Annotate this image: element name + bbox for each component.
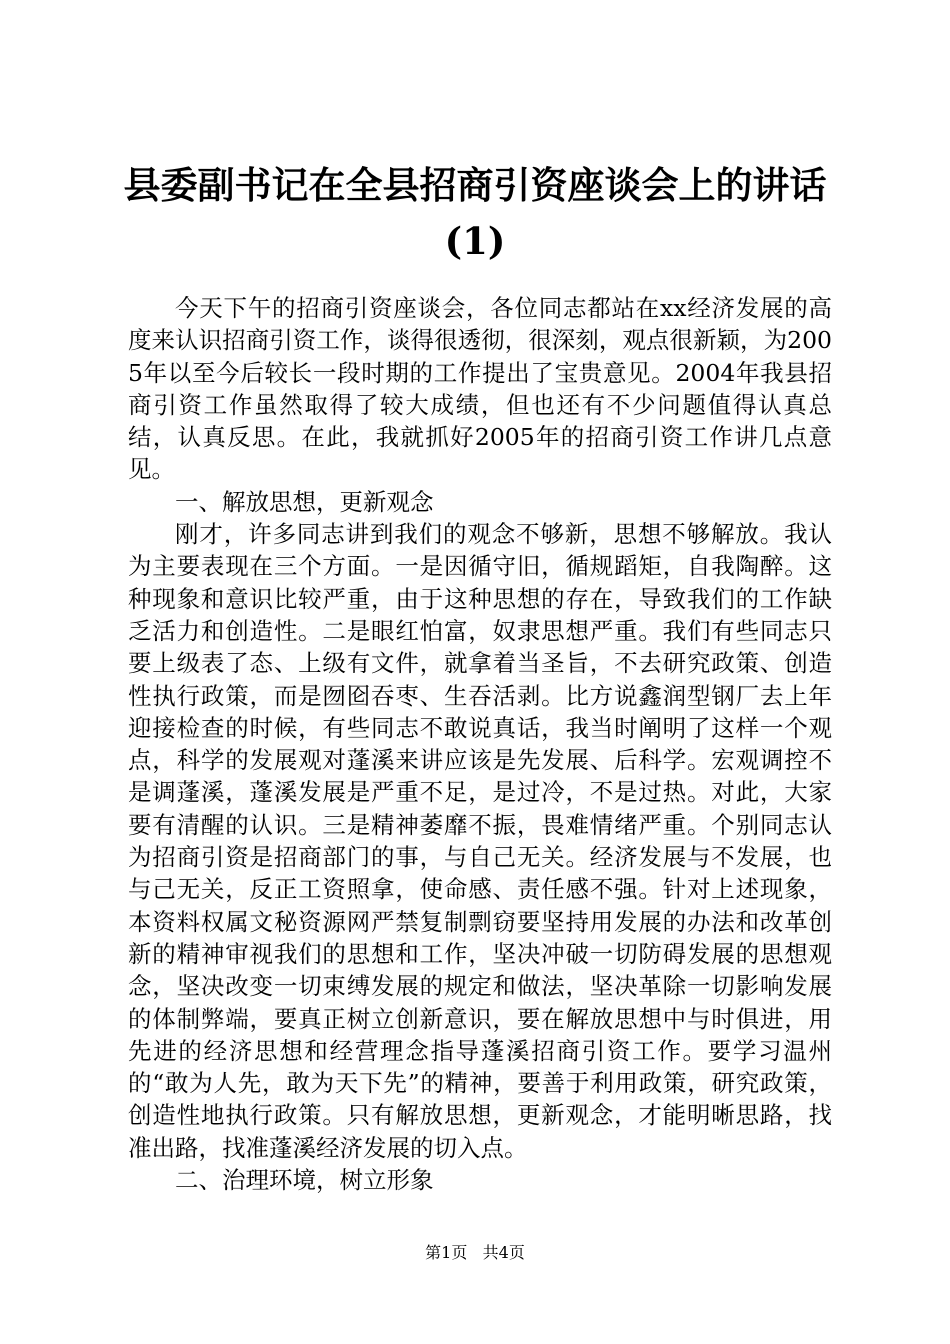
- paragraph-intro: 今天下午的招商引资座谈会，各位同志都站在xx经济发展的高度来认识招商引资工作，谈得很透彻，很深刻，观点很新颖，为2005年以至今后较长一段时期的工作提出了宝贵意见。2004年我县招商引资工作虽然取得了较大成绩，但也还有不少问题值得认真总结，认真反思。在此，我就抓好2005年的招商引资工作讲几点意见。: [128, 294, 832, 484]
- document-title: 县委副书记在全县招商引资座谈会上的讲话: [123, 163, 827, 207]
- page-spacer: [472, 1243, 477, 1262]
- page-total: 共4页: [482, 1243, 525, 1262]
- section-heading-1: 一、解放思想，更新观念: [175, 487, 434, 516]
- document-body: [128, 292, 832, 1196]
- page-number: 第1页: [425, 1243, 468, 1262]
- paragraph-section-1: 刚才，许多同志讲到我们的观念不够新，思想不够解放。我认为主要表现在三个方面。一是因循守旧，循规蹈矩，自我陶醉。这种现象和意识比较严重，由于这种思想的存在，导致我们的工作缺乏活力和创造性。二是眼红怕富，奴隶思想严重。我们有些同志只要上级表了态、上级有文件，就拿着当圣旨，不去研究政策、创造性执行政策，而是囫囵吞枣、生吞活剥。比方说鑫润型钢厂去上年迎接检查的时候，有些同志不敢说真话，我当时阐明了这样一个观点，科学的发展观对蓬溪来讲应该是先发展、后科学。宏观调控不是调蓬溪，蓬溪发展是严重不足，是过冷，不是过热。对此，大家要有清醒的认识。三是精神萎靡不振，畏难情绪严重。个别同志认为招商引资是招商部门的事，与自己无关。经济发展与不发展，也与己无关，反正工资照拿，使命感、责任感不强。针对上述现象，本资料权属文秘资源网严禁复制剽窃要坚持用发展的办法和改革创新的精神审视我们的思想和工作，坚决冲破一切防碍发展的思想观念，坚决改变一切束缚发展的规定和做法，坚决革除一切影响发展的体制弊端，要真正树立创新意识，要在解放思想中与时俱进，用先进的经济思想和经营理念指导蓬溪招商引资工作。要学习温州的“敢为人先，敢为天下先”的精神，要善于利用政策，研究政策，创造性地执行政策。只有解放思想，更新观念，才能明晰思路，找准出路，找准蓬溪经济发展的切入点。: [128, 520, 832, 1162]
- page-footer: [0, 1242, 950, 1264]
- section-heading-2: 二、治理环境，树立形象: [175, 1166, 434, 1195]
- document-title-suffix: (1): [444, 219, 506, 263]
